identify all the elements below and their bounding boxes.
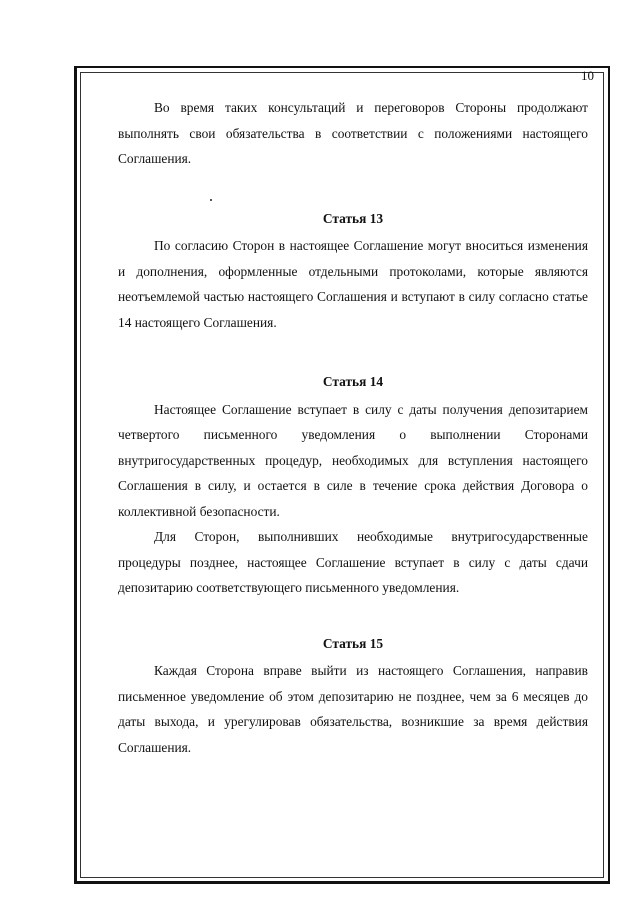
article-15-paragraph-1: Каждая Сторона вправе выйти из настоящего Соглашения, направив письменное уведомление об этом депозитарию не позднее, чем за 6 месяцев до даты выхода, и урегулировав обязательства, возникшие за время действия Соглашения. — [118, 663, 588, 755]
article-13-heading: Статья 13 — [322, 210, 384, 226]
article-14-paragraph-2: Для Сторон, выполнивших необходимые внутригосударственные процедуры позднее, настоящее Соглашение вступает в силу с даты сдачи депозитарию соответствующего письменного уведомления. — [118, 529, 588, 595]
document-body — [118, 95, 588, 760]
article-14-heading: Статья 14 — [322, 374, 384, 389]
article-14-paragraph-1: Настоящее Соглашение вступает в силу с даты получения депозитарием четвертого письменного уведомления о выполнении Сторонами внутригосударственных процедур, необходимых для вступления настоящего Соглашения в силу, и остается в силе в течение срока действия Договора о коллективной безопасности. — [118, 401, 588, 519]
article-13-paragraph-1: По согласию Сторон в настоящее Соглашение могут вноситься изменения и дополнения, оформленные отдельными протоколами, которые являются неотъемлемой частью настоящего Соглашения и вступают в силу согласно статье 14 настоящего Соглашения. — [118, 238, 588, 330]
intro-paragraph: Во время таких консультаций и переговоров Стороны продолжают выполнять свои обязательства в соответствии с положениями настоящего Соглашения. — [118, 100, 588, 166]
article-15-heading: Статья 15 — [322, 635, 384, 651]
page-number: 10 — [581, 68, 594, 83]
